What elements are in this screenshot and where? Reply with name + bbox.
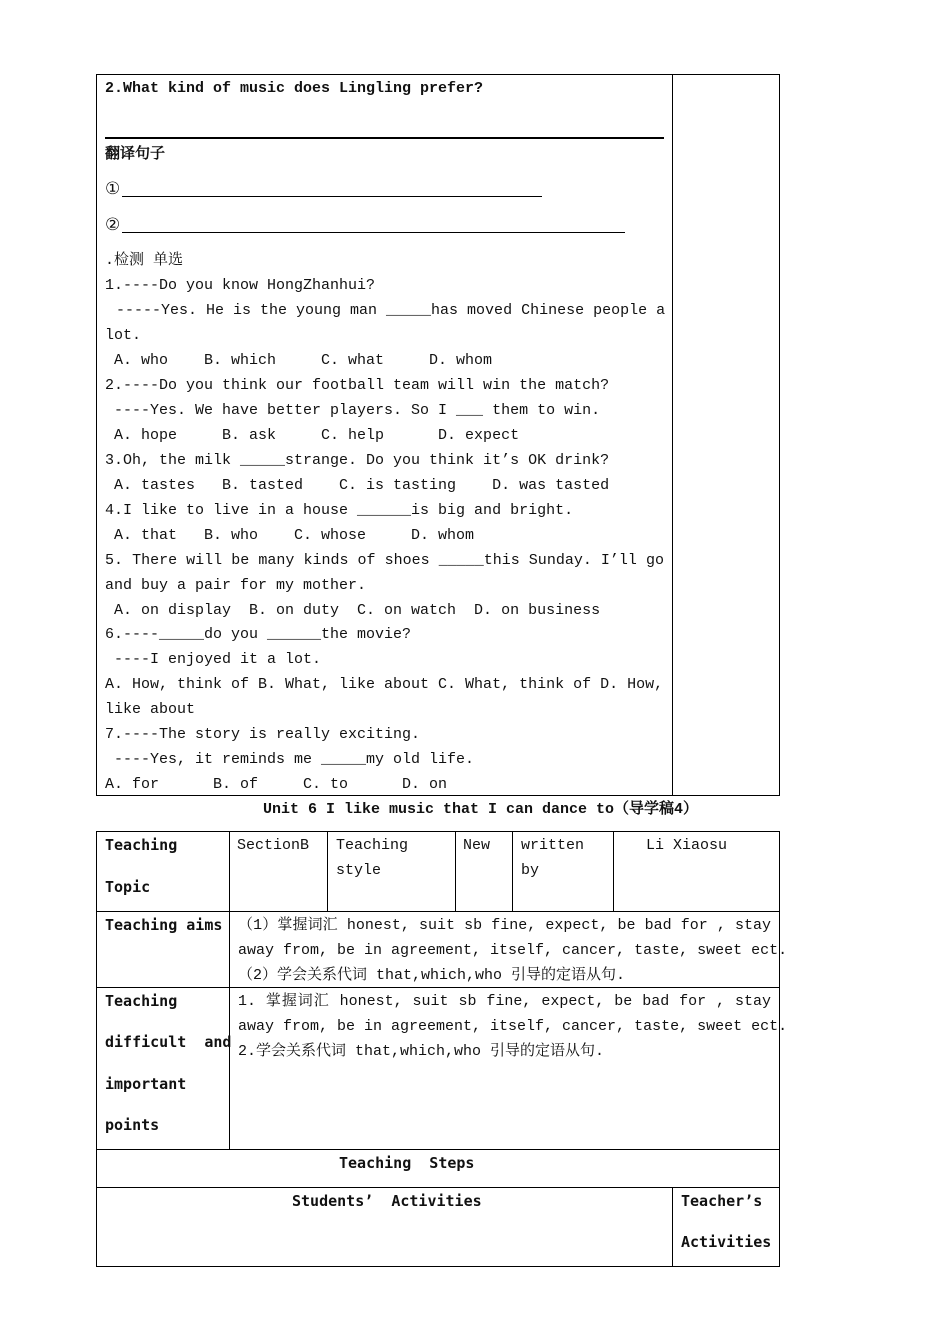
teaching-steps-heading: Teaching Steps <box>339 1154 475 1172</box>
info-table-left <box>96 831 97 1267</box>
q1-line3: lot. <box>105 327 142 344</box>
q3-options: A. tastes B. tasted C. is tasting D. was tasted <box>105 477 610 494</box>
info-table-col2 <box>327 831 328 912</box>
q1-options: A. who B. which C. what D. whom <box>105 352 493 369</box>
teachers-activities-label-2: Activities <box>681 1233 772 1251</box>
q1-line1: 1.----Do you know HongZhanhui? <box>105 277 376 294</box>
teaching-topic-label-1: Teaching <box>105 836 178 854</box>
translate-line-2 <box>122 232 625 233</box>
answer-line <box>105 137 664 139</box>
q6-options-line2: like about <box>105 701 196 718</box>
aims-line-1: （1）掌握词汇 honest, suit sb fine, expect, be bad for , stay <box>238 917 771 934</box>
translate-item-1-marker: ① <box>105 179 121 199</box>
unit-title: Unit 6 I like music that I can dance to（导学稿4） <box>263 801 699 818</box>
difficult-line-1: 1. 掌握词汇 honest, suit sb fine, expect, be bad for , stay <box>238 993 771 1010</box>
q5-line1: 5. There will be many kinds of shoes _____this Sunday. I’ll go <box>105 552 664 569</box>
top-box-divider <box>672 74 673 796</box>
q5-options: A. on display B. on duty C. on watch D. on business <box>105 602 601 619</box>
q4-line1: 4.I like to live in a house ______is big and bright. <box>105 502 574 519</box>
info-table-top <box>96 831 780 832</box>
translate-item-2-marker: ② <box>105 215 121 235</box>
info-table-row3-bottom <box>96 1149 780 1150</box>
q2-options: A. hope B. ask C. help D. expect <box>105 427 520 444</box>
q3-line1: 3.Oh, the milk _____strange. Do you think it’s OK drink? <box>105 452 610 469</box>
top-box-border-left <box>96 74 97 796</box>
q1-line2: -----Yes. He is the young man _____has moved Chinese people a <box>116 302 666 319</box>
info-table-col5 <box>613 831 614 912</box>
info-table-right <box>779 831 780 1267</box>
info-table-activities-divider <box>672 1187 673 1267</box>
quiz-heading: .检测 单选 <box>105 252 184 269</box>
q7-options: A. for B. of C. to D. on <box>105 776 448 793</box>
info-table-row4-bottom <box>96 1187 780 1188</box>
info-table-bottom <box>96 1266 780 1267</box>
teaching-style-label-1: Teaching <box>336 837 409 854</box>
translate-line-1 <box>122 196 542 197</box>
info-table-col1 <box>229 831 230 1150</box>
teaching-style-label-2: style <box>336 862 382 879</box>
difficult-points-label-3: important <box>105 1075 187 1093</box>
question-2: 2.What kind of music does Lingling prefer? <box>105 80 484 97</box>
written-by-label-1: written <box>521 837 585 854</box>
written-by-label-2: by <box>521 862 540 879</box>
q6-options-line1: A. How, think of B. What, like about C. What, think of D. How, <box>105 676 664 693</box>
teaching-topic-label-2: Topic <box>105 878 151 896</box>
difficult-points-label-4: points <box>105 1116 160 1134</box>
info-table-row1-bottom <box>96 911 780 912</box>
teaching-aims-label: Teaching aims <box>105 916 223 934</box>
q7-line1: 7.----The story is really exciting. <box>105 726 421 743</box>
q2-line1: 2.----Do you think our football team will win the match? <box>105 377 610 394</box>
difficult-points-label-1: Teaching <box>105 992 178 1010</box>
q6-line2: ----I enjoyed it a lot. <box>105 651 322 668</box>
info-table-col4 <box>512 831 513 912</box>
q6-line1: 6.----_____do you ______the movie? <box>105 626 412 643</box>
top-box-border-top <box>96 74 780 75</box>
info-table-col3 <box>455 831 456 912</box>
aims-line-3: （2）学会关系代词 that,which,who 引导的定语从句. <box>238 967 626 984</box>
teachers-activities-label-1: Teacher’s <box>681 1192 763 1210</box>
q2-line2: ----Yes. We have better players. So I ___ them to win. <box>105 402 601 419</box>
teaching-style-value: New <box>463 837 491 854</box>
difficult-line-2: away from, be in agreement, itself, cancer, taste, sweet ect. <box>238 1018 788 1035</box>
q5-line2: and buy a pair for my mother. <box>105 577 367 594</box>
q7-line2: ----Yes, it reminds me _____my old life. <box>105 751 475 768</box>
translate-heading: 翻译句子 <box>105 144 166 162</box>
top-box-border-right <box>779 74 780 796</box>
difficult-points-label-2: difficult and <box>105 1033 232 1051</box>
q4-options: A. that B. who C. whose D. whom <box>105 527 475 544</box>
aims-line-2: away from, be in agreement, itself, cancer, taste, sweet ect. <box>238 942 788 959</box>
students-activities-heading: Students’ Activities <box>292 1192 482 1210</box>
section-value: SectionB <box>237 837 310 854</box>
difficult-line-3: 2.学会关系代词 that,which,who 引导的定语从句. <box>238 1043 605 1060</box>
author-name: Li Xiaosu <box>646 837 728 854</box>
